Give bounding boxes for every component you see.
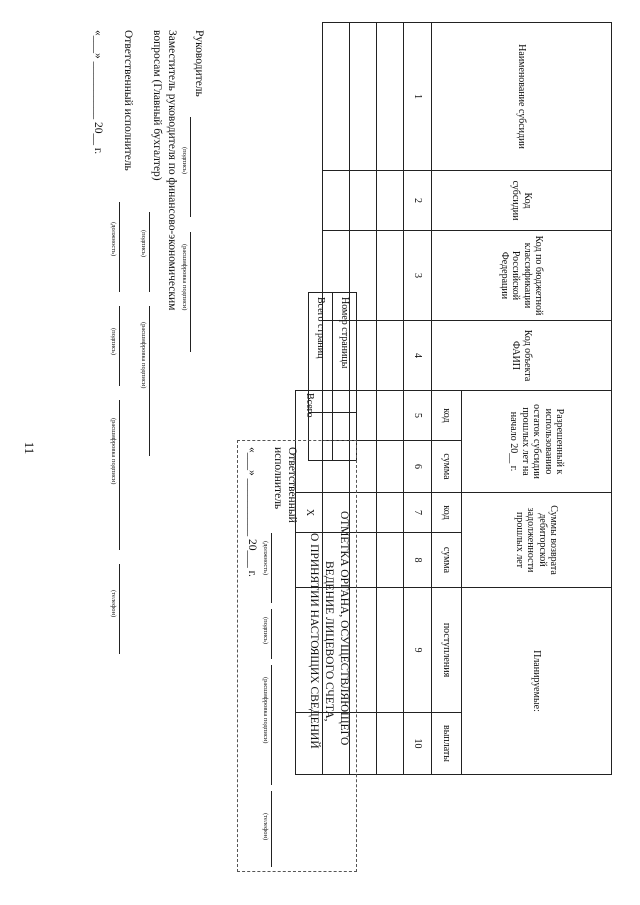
header-budget-code: Код по бюджетной классификации Российской Федерации bbox=[432, 231, 612, 321]
caption-phone: (телефон) bbox=[262, 813, 269, 841]
header-permitted: Разрешенный к использованию остаток субсидии прошлых лет на начало 20__ г. bbox=[462, 391, 612, 493]
head-label: Руководитель bbox=[193, 30, 205, 97]
subheader-sum: сумма bbox=[432, 441, 462, 493]
mark-title-line1: ОТМЕТКА ОРГАНА, ОСУЩЕСТВЛЯЮЩЕГО bbox=[338, 511, 350, 746]
deputy-decoding-line bbox=[149, 306, 150, 456]
head-signature-line bbox=[190, 117, 191, 217]
caption-position: (должность) bbox=[262, 541, 269, 576]
mark-executor-line1: Ответственный bbox=[286, 447, 298, 523]
subheader-sum: сумма bbox=[432, 533, 462, 588]
executor-position-line bbox=[119, 202, 120, 292]
mark-title-line3: О ПРИНЯТИИ НАСТОЯЩИХ СВЕДЕНИЙ bbox=[308, 533, 320, 749]
caption-position: (должность) bbox=[110, 222, 117, 257]
column-number: 1 bbox=[404, 23, 432, 171]
mark-signature-line bbox=[271, 609, 272, 659]
executor-label: Ответственный исполнитель bbox=[122, 30, 134, 171]
column-number: 9 bbox=[404, 588, 432, 713]
total-label: Всего bbox=[296, 391, 323, 493]
caption-signature: (подпись) bbox=[110, 328, 117, 355]
caption-phone: (телефон) bbox=[110, 590, 117, 618]
header-faip-code: Код объекта ФАИП bbox=[432, 321, 612, 391]
column-number: 3 bbox=[404, 231, 432, 321]
mark-position-line bbox=[271, 533, 272, 603]
executor-decoding-line bbox=[119, 400, 120, 550]
column-number: 8 bbox=[404, 533, 432, 588]
caption-decoding: (расшифровка подписи) bbox=[262, 677, 269, 744]
deputy-label-line1: Заместитель руководителя по финансово-экономическим bbox=[166, 30, 178, 311]
table-row bbox=[377, 23, 404, 775]
header-returns: Суммы возврата дебиторской задолженности прошлых лет bbox=[462, 493, 612, 588]
deputy-label-line2: вопросам (Главный бухгалтер) bbox=[151, 30, 163, 181]
caption-signature: (подпись) bbox=[140, 230, 147, 257]
subheader-payments: выплаты bbox=[432, 713, 462, 775]
column-number: 10 bbox=[404, 713, 432, 775]
subheader-code: код bbox=[432, 493, 462, 533]
column-number: 5 bbox=[404, 391, 432, 441]
mark-date-line: «___» __________ 20___ г. bbox=[246, 447, 258, 577]
executor-phone-line bbox=[119, 564, 120, 654]
header-subsidy-code: Код субсидии bbox=[432, 171, 612, 231]
deputy-signature-line bbox=[149, 212, 150, 292]
column-number: 2 bbox=[404, 171, 432, 231]
date-line: «___» __________ 20__ г. bbox=[92, 30, 104, 155]
column-number: 4 bbox=[404, 321, 432, 391]
page-number-label: Номер страницы bbox=[333, 293, 357, 413]
rotated-form bbox=[12, 22, 612, 882]
header-name: Наименование субсидии bbox=[432, 23, 612, 171]
caption-signature: (подпись) bbox=[181, 147, 188, 174]
column-number: 7 bbox=[404, 493, 432, 533]
subheader-receipts: поступления bbox=[432, 588, 462, 713]
caption-decoding: (расшифровка подписи) bbox=[110, 418, 117, 485]
mark-title-line2: ВЕДЕНИЕ ЛИЦЕВОГО СЧЕТА, bbox=[323, 561, 335, 722]
caption-signature: (подпись) bbox=[262, 617, 269, 644]
mark-decoding-line bbox=[271, 665, 272, 785]
executor-signature-line bbox=[119, 306, 120, 386]
header-planned: Планируемые: bbox=[462, 588, 612, 775]
account-mark-box bbox=[237, 440, 357, 872]
caption-decoding: (расшифровка подписи) bbox=[140, 322, 147, 389]
page-number: 11 bbox=[22, 441, 37, 455]
total-x: X bbox=[296, 493, 323, 533]
head-decoding-line bbox=[190, 232, 191, 352]
subheader-code: код bbox=[432, 391, 462, 441]
mark-phone-line bbox=[271, 791, 272, 867]
mark-executor-line2: исполнитель bbox=[272, 447, 284, 510]
page-count-table bbox=[308, 292, 357, 461]
caption-decoding: (расшифровка подписи) bbox=[181, 244, 188, 311]
total-pages-label: Всего страниц bbox=[309, 293, 333, 413]
column-number: 6 bbox=[404, 441, 432, 493]
